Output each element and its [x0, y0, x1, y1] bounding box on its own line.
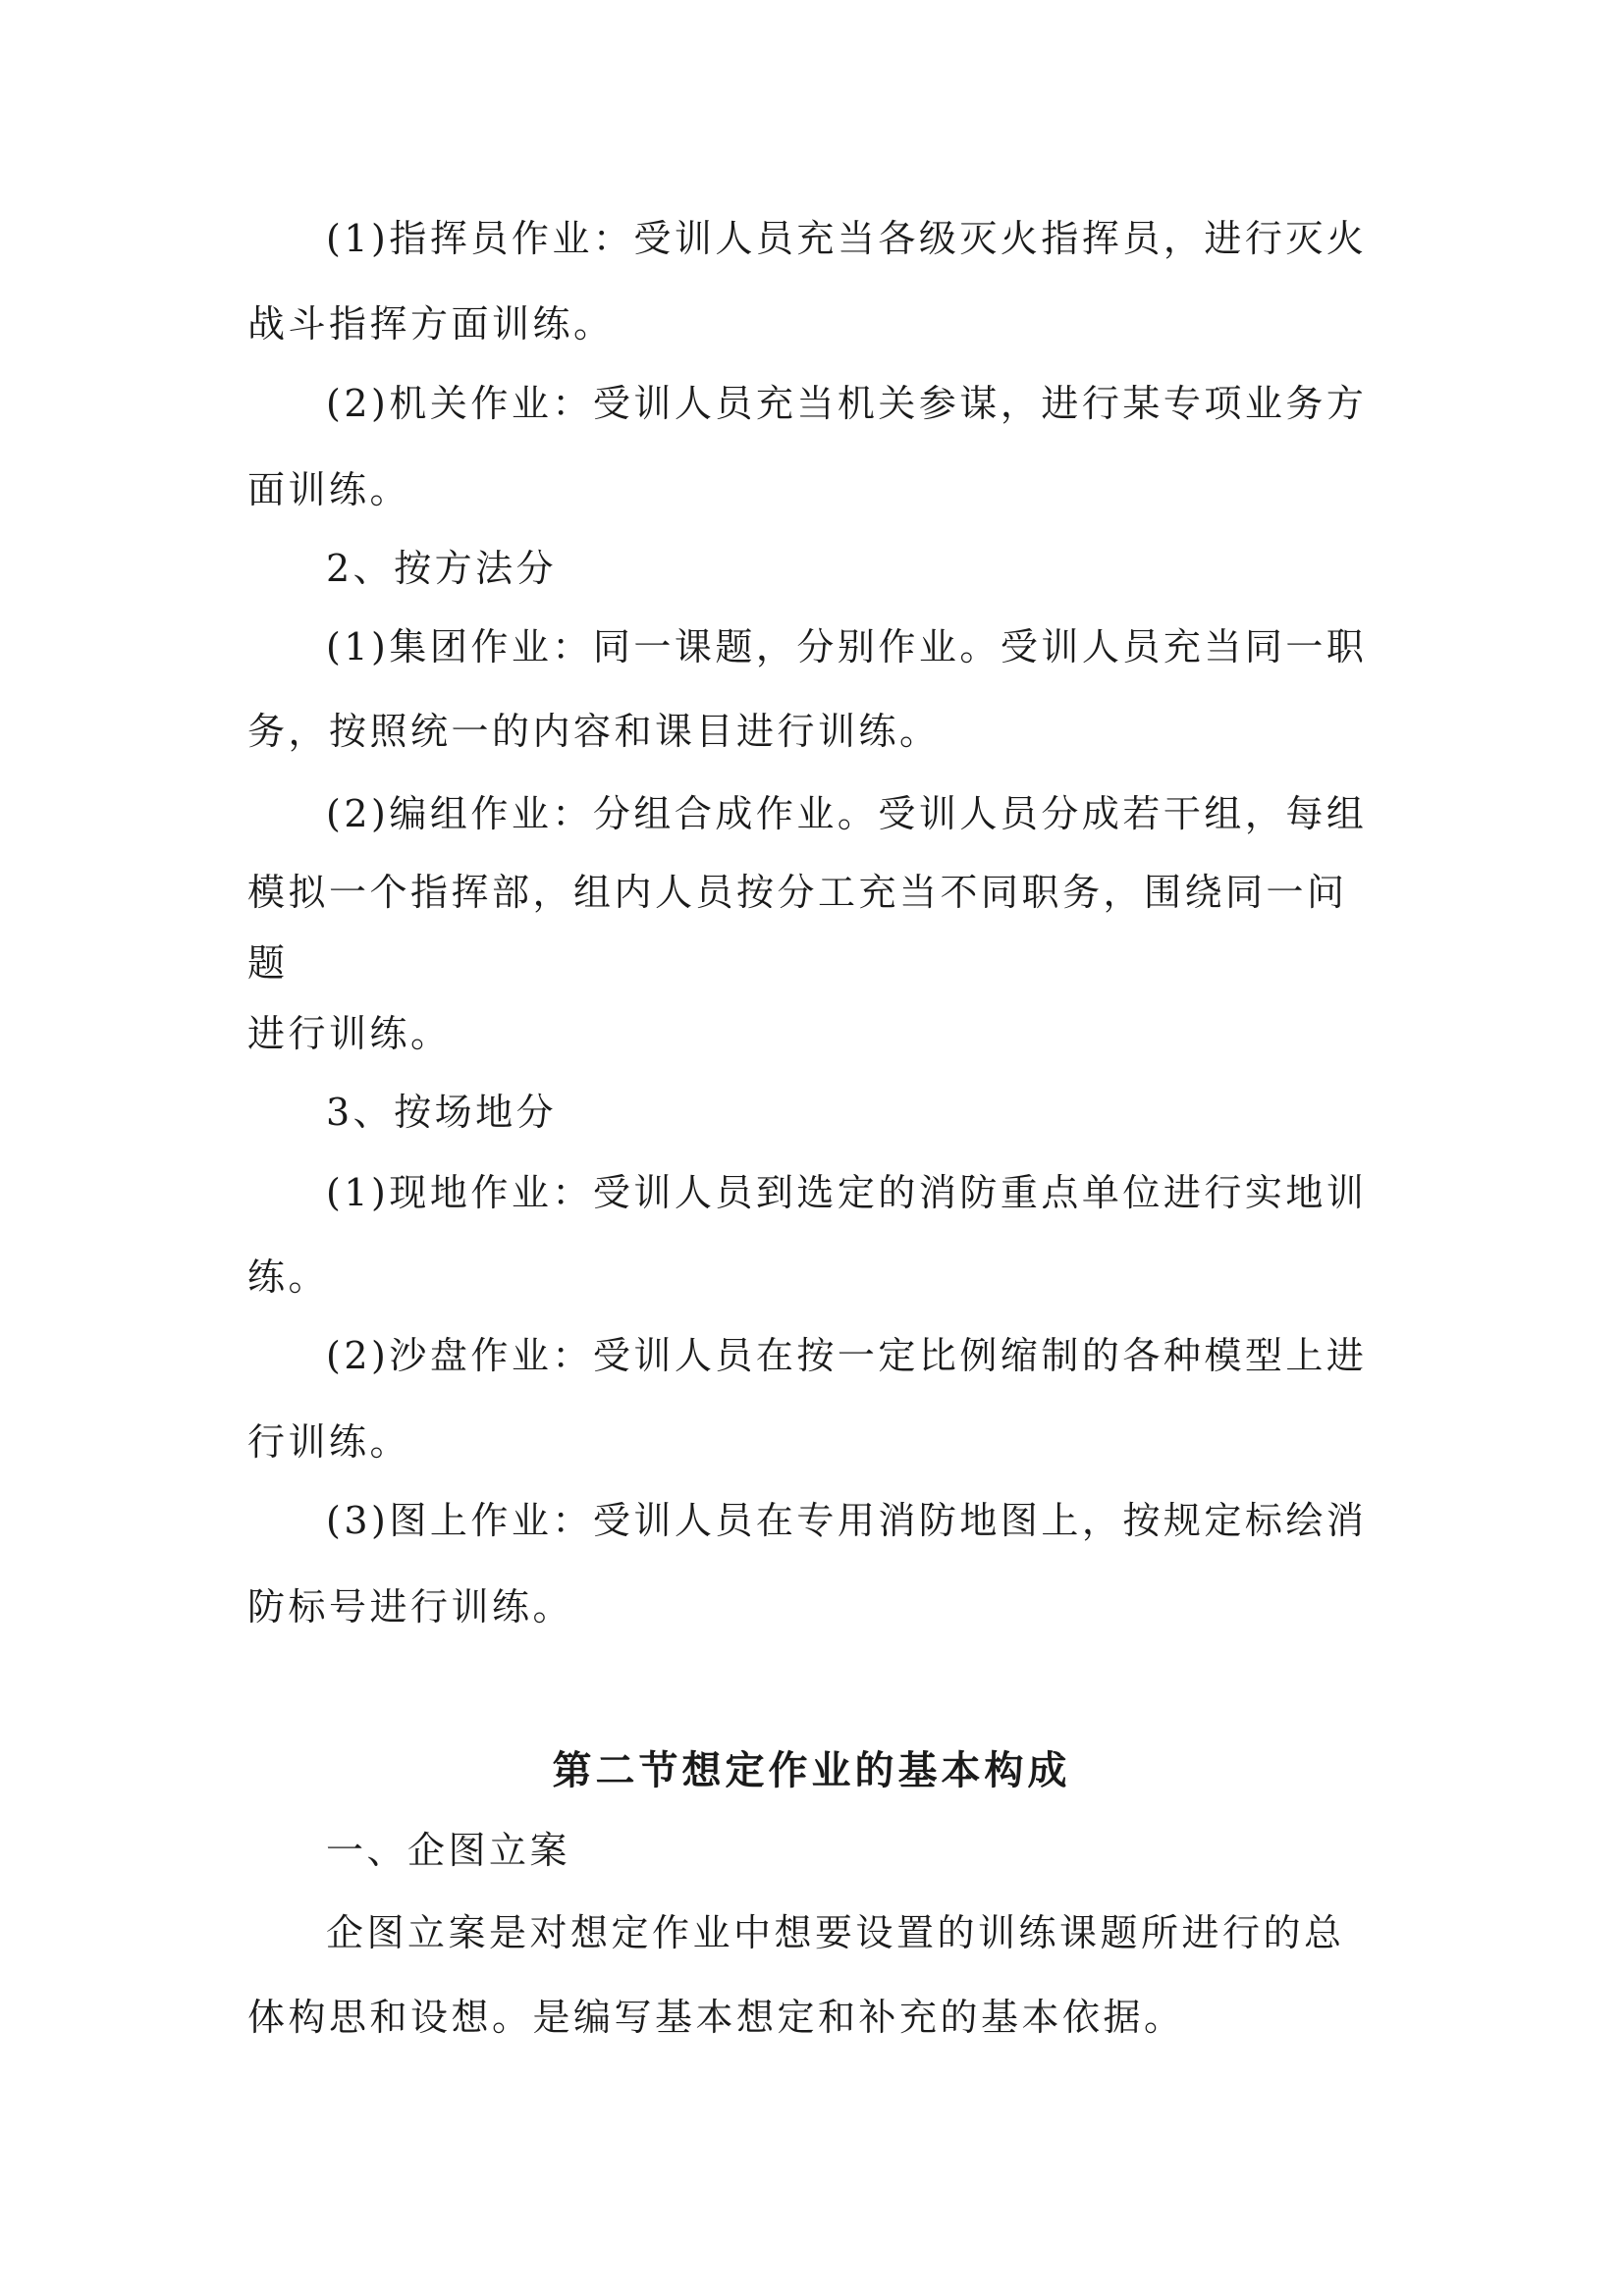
paragraph-line: 务，按照统一的内容和课目进行训练。: [247, 710, 941, 753]
paragraph-line: 体构思和设想。是编写基本想定和补充的基本依据。: [247, 1996, 1185, 2039]
paragraph-line: 行训练。: [247, 1420, 411, 1464]
paragraph-line: 企图立案是对想定作业中想要设置的训练课题所进行的总: [326, 1911, 1345, 1954]
paragraph-line: 面训练。: [247, 468, 411, 511]
paragraph-line: 进行训练。: [247, 1012, 452, 1055]
paragraph-line: (2)编组作业：分组合成作业。受训人员分成若干组，每组: [326, 792, 1368, 835]
paragraph-line: (2)机关作业：受训人员充当机关参谋，进行某专项业务方: [326, 382, 1368, 425]
paragraph-line: (2)沙盘作业：受训人员在按一定比例缩制的各种模型上进: [326, 1334, 1368, 1377]
paragraph-line: 防标号进行训练。: [247, 1585, 574, 1629]
sub-heading: 一、企图立案: [326, 1829, 571, 1872]
paragraph-line: (1)集团作业：同一课题，分别作业。受训人员充当同一职: [326, 625, 1368, 668]
paragraph-line: (1)指挥员作业：受训人员充当各级灭火指挥员，进行灭火: [326, 217, 1368, 260]
paragraph-line: (3)图上作业：受训人员在专用消防地图上，按规定标绘消: [326, 1499, 1368, 1542]
paragraph-line: 战斗指挥方面训练。: [247, 302, 615, 346]
paragraph-line: (1)现地作业：受训人员到选定的消防重点单位进行实地训: [326, 1171, 1368, 1214]
paragraph-line: 模拟一个指挥部，组内人员按分工充当不同职务，围绕同一问: [247, 871, 1348, 914]
paragraph-line: 练。: [247, 1255, 330, 1299]
paragraph-line: 题: [247, 941, 289, 985]
section-heading: 第二节想定作业的基本构成: [552, 1748, 1071, 1793]
list-heading: 2、按方法分: [326, 547, 558, 590]
list-heading: 3、按场地分: [326, 1091, 558, 1134]
